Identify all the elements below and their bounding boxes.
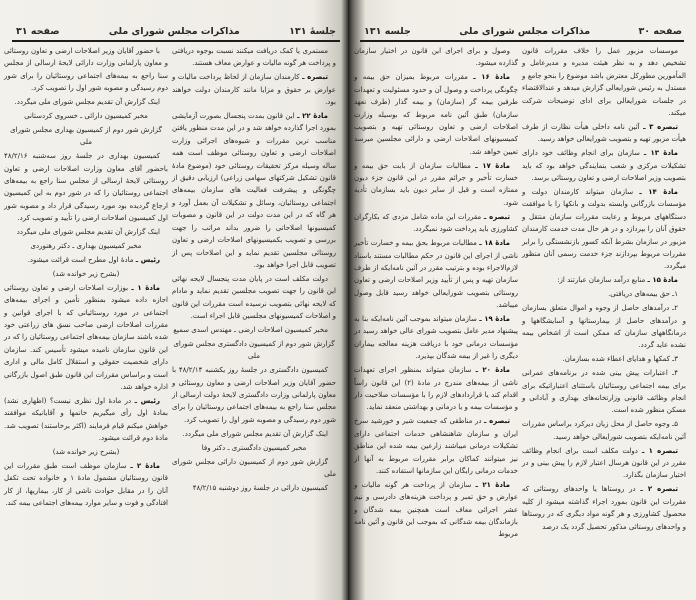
- article-heading: مادهٔ ۱۵ ـ: [647, 276, 678, 285]
- paragraph: [522, 367, 686, 417]
- paragraph: [354, 45, 518, 70]
- right-page: [348, 0, 696, 600]
- paragraph-text: کمیسیون دادگستری در جلسهٔ روز یکشنبه ۴۸/۲/۱۴ با حضور آقایان وزیر اصلاحات ارضی و معاون روستائی و معاون پارلمانی وزارت دادگستری لایحهٔ دولت ارسالی از مجلس سنا راجع به بیمه‌های اجتماعی روستائیان را برای شور دوم رسیدگی و مصوبه شور اول را تصویب کرد.: [172, 366, 336, 424]
- article-heading: تبصره ـ: [302, 73, 329, 82]
- paragraph-text: سازمان میتواند بموجب آئین نامه‌ایکه بنا به پیشنهاد مدیر عامل بتصویب شورای عالی خواهد رسید در مؤسسات درمانی خود با دریافت هزینه معالجه بیماران دیگری را غیر از بیمه شدگان بپذیرد.: [354, 315, 518, 361]
- article-paragraph: [522, 121, 686, 146]
- paragraph: [172, 364, 336, 426]
- paragraph-text: ۳ـ کمکها و هدایای اعطاء شده بسازمان.: [562, 355, 678, 364]
- paragraph-text: مخبر کمیسیون بهداری ـ دکتر رهنوردی: [30, 242, 142, 251]
- paragraph: [4, 226, 168, 238]
- paragraph-text: (بشرح زیر خوانده شد): [52, 269, 120, 278]
- page-header: [364, 24, 682, 38]
- paragraph: [4, 446, 168, 458]
- paragraph-text: بوزارت اصلاحات ارضی و تعاون روستائی اجازه داده میشود بمنظور تأمین و اجرای بیمه‌های اجتماعی در مورد روستائیانی که با اجرای قوانین و مقررات اصلاحات ارضی صاحب نسق های زراعتی خود شده باشند سازمان بیمه‌های اجتماعی روستائیان را که در این قانون سازمان نامیده میشود تأسیس کند. سازمان دارای شخصیت حقوقی و استقلال کامل مالی و اداری است و براساس مقررات این قانون طبق اصول بازرگانی اداره خواهد شد.: [4, 283, 168, 392]
- paragraph-text: مخبر کمیسیون اصلاحات ارضی ـ مهندس اسدی سمیع: [173, 325, 328, 334]
- paragraph-text: اینک گزارش آن تقدیم مجلس شورای ملی میگردد.: [14, 98, 160, 107]
- paragraph: [522, 288, 686, 300]
- paragraph: [172, 324, 336, 336]
- paragraph: [4, 150, 168, 224]
- paragraph: [4, 45, 168, 95]
- paragraph-text: کمیسیون دارائی در جلسهٔ روز دوشنبه ۴۸/۲/۱۵: [192, 483, 328, 492]
- article-heading: تبصره ۱ ـ: [641, 446, 678, 455]
- paragraph-text: کمیسیون بهداری در جلسهٔ روز سه‌شنبه ۴۸/۲/۱۶ باحضور آقای معاون وزارت اصلاحات ارضی و تعاون روستائی لایحهٔ ارسالی از مجلس سنا راجع به بیمه‌های اجتماعی روستائیان را که در شور دوم به این کمیسیون ارجاع گردیده بود مورد رسیدگی قرار داد و مصوبه شور اول کمیسیون اصلاحات ارضی را تأیید و تصویب کرد.: [4, 152, 168, 223]
- paragraph-text: در روستاها یا واحدهای روستائی که مقررات این قانون بمورد اجراء گذاشته میشود از کلیه محصول کشاورزی و هر گونه مواد دیگری که در روستاها و واحدهای روستائی مذکور تحصیل گردد یک درصد: [522, 485, 686, 531]
- text-column: [172, 45, 336, 496]
- article-paragraph: [354, 415, 518, 477]
- paragraph: [172, 273, 336, 323]
- paragraph-text: گزارش شور دوم از کمیسیون دارائی مجلس شورای ملی: [172, 457, 336, 478]
- article-heading: مادهٔ ۲۱ ـ: [475, 480, 510, 489]
- article-paragraph: [522, 483, 686, 533]
- header-rule: [12, 40, 340, 42]
- paragraph: [172, 45, 336, 70]
- article-paragraph: [522, 445, 686, 482]
- paragraph-text: ۲ـ درآمدهای حاصل از وجوه و اموال متعلق بسازمان و درآمدهای حاصل از بیمارستانها و آسایشگاهها و درمانگاههای سازمان که ممکن است از اشخاص بیمه نشده عاید گردد.: [522, 304, 686, 350]
- paragraph-text: دولت مکلف است برای انجام وظائف مقرر در این قانون هرسال اعتبار لازم را پیش بینی و در اختیار سازمان بگذارد.: [522, 446, 686, 480]
- article-heading: مادهٔ ۱۳ ـ: [643, 149, 678, 158]
- paragraph-text: مطالبات مربوط بحق بیمه و خسارت تأخیر ناشی از اجرای این قانون در حکم مطالبات مستند باسناد لازم‌الاجراء بوده و بترتیب مقرر در آئین نامه‌ایکه از طرف سازمان تهیه و پس از تأیید وزیر اصلاحات ارضی و تعاون روستائی بتصویب شورایعالی خواهد رسید قابل وصول میباشد.: [354, 239, 518, 310]
- article-heading: مادهٔ ۱۶ ـ: [473, 73, 510, 82]
- article-heading: مادهٔ ۱۹ ـ: [479, 315, 510, 324]
- article-heading: مادهٔ ۱۷ ـ: [475, 161, 510, 170]
- article-heading: تبصره ۳ ـ: [643, 122, 678, 131]
- header-rule: [360, 40, 684, 42]
- article-paragraph: [4, 460, 168, 510]
- paragraph: [522, 418, 686, 443]
- article-heading: مادهٔ ۱۴ ـ: [639, 187, 678, 196]
- paragraph-text: مخبر کمیسیون دادگستری ـ دکتر وفا: [201, 443, 307, 452]
- running-title: مذاکرات مجلس شورای ملی: [459, 25, 591, 37]
- paragraph-text: گزارش شور دوم از کمیسیون بهداری مجلس شورای ملی: [10, 125, 162, 147]
- paragraph-text: سازمان میتواند بمنظور اجرای تعهدات ناشی از بیمه‌های مندرج در مادهٔ (۲) این قانون راساً اقدام کند یا قراردادهای لازم را با مؤسسات صلاحیت دار و مؤسسات بیمه و یا درمانی و بهداشتی منعقد نماید.: [354, 366, 518, 412]
- paragraph-text: مادهٔ اول مطرح است قرائت میشود.: [27, 256, 134, 264]
- text-column: [4, 45, 168, 511]
- page-number: صفحه ۳۱: [16, 25, 60, 37]
- paragraph: [4, 124, 168, 149]
- paragraph-text: این قانون بمدت پنجسال بصورت آزمایشی بمورد اجرا گذارده خواهد شد و در این مدت منظور یافتن مناسب ترین مقررات و شیوه‌های اجرائی وزارت اصلاحات ارضی و تعاون روستائی موظف است همه ساله وسیله مرکز تحقیقات روستائی خود (موضوع مادهٔ قانون تشکیل شرکتهای سهامی زراعی) ارزیابی دقیق از چگونگی و پیشرفت فعالیت های سازمان بیمه‌های اجتماعی روستائیان، وسائل و تشکیلات آن بعمل آورد و هر گاه که در این مدت دولت در این قانون و مصوبات کمیسیونها اصلاحاتی را ضرور بداند مراتب را جهت بررسی و تصویب بکمیسیونهای اصلاحات ارضی و تعاون روستائی مجلسین تقدیم نماید و این اصلاحات پس از تصویب قابل اجرا خواهد بود.: [172, 112, 336, 269]
- paragraph-text: سازمان از پرداخت هر گونه مالیات و عوارض و حق تمبر و پرداخت هزینه‌های دادرسی و نیم عشر اجرائی معاف است همچنین بیمه شدگان و بازماندگان بیمه شدگانی که بموجب این قانون و آئین نامه مربوط: [354, 480, 518, 539]
- paragraph: [172, 428, 336, 440]
- session-number: جلسه ۱۳۱: [364, 25, 411, 37]
- article-paragraph: [4, 254, 168, 266]
- article-heading: رئیس ـ: [134, 396, 161, 405]
- article-paragraph: [522, 274, 686, 286]
- article-paragraph: [522, 186, 686, 273]
- article-paragraph: [172, 110, 336, 271]
- article-paragraph: [354, 364, 518, 414]
- running-title: مذاکرات مجلس شورای ملی: [108, 25, 240, 37]
- paragraph-text: مقررات مربوط بمیزان حق بیمه و چگونگی پرداخت و وصول آن و حدود مسئولیت و تعهدات طرفین بیمه گر (سازمان) و بیمه گذار (طرف تعهد سازمان) طبق آئین نامه مربوط که بوسیله وزارت اصلاحات ارضی و تعاون روستائی تهیه و بتصویب کمیسیونهای اصلاحات ارضی و دارائی مجلسین میرسد تعیین خواهد شد.: [354, 73, 518, 156]
- paragraph-text: گزارش شور دوم از کمیسیون دادگستری مجلس شورای ملی: [173, 339, 335, 361]
- page-number: صفحه ۳۰: [638, 25, 682, 37]
- paragraph-text: آئین نامه داخلی هیأت نظارت از طرف هیأت مزبور تهیه و بتصویب شورایعالی خواهد رسید.: [522, 122, 686, 144]
- article-paragraph: [354, 313, 518, 363]
- paragraph-text: سازمان میتواند کارمندان دولت و مؤسسات بازرگانی وابسته بدولت و بانکها را با موافقت دستگاههای مربوط و رعایت مقررات سازمان منتقل و حقوق آنان را بپردازد و در هر حال مدت خدمت کارمندان مزبور در سازمان بشرط آنکه کسور بازنشستگی را برابر مقررات مربوط بپردازند جزء خدمت رسمی آنان منظور میگردد.: [522, 187, 686, 271]
- paragraph-text: مستمری یا کمک دریافت میکنند نسبت بوجوه دریافتی و پرداخت هر گونه مالیات و عوارض معاف هستند.: [172, 47, 336, 68]
- article-paragraph: [172, 71, 336, 108]
- paragraph-text: وصول و برای اجرای این قانون در اختیار سازمان گذارده میشود.: [354, 47, 518, 68]
- paragraph-text: اینک گزارش آن تقدیم مجلس شورای ملی میگردد: [16, 228, 160, 237]
- article-paragraph: [354, 71, 518, 158]
- paragraph-text: مخبر کمیسیون دارائی ـ خسروی کردستانی: [24, 112, 148, 121]
- paragraph: [4, 240, 168, 252]
- paragraph: [172, 442, 336, 454]
- paragraph: [4, 110, 168, 122]
- paragraph: [522, 353, 686, 365]
- article-heading: تبصره ـ: [484, 417, 511, 426]
- article-paragraph: [354, 211, 518, 236]
- paragraph: [172, 338, 336, 363]
- article-heading: مادهٔ ۲۲ ـ: [297, 112, 328, 121]
- paragraph-text: موسسات مزبور عمل را خلاف مقررات قانون تشخیص دهد و به نظر هیئت مدیره و مدیرعامل و المأمورین مطورکل معترض باشد موضوع را بنحو جامع و مستدل به رئیس شورایعالی گزارش میدهد و عندالاقتضاء در جلسات شورایعالی برای ادای توضیحات شرکت میکند.: [522, 47, 686, 118]
- article-paragraph: [354, 479, 518, 541]
- paragraph-text: سازمان موظف است طبق مقررات این قانون روستائیان مشمول مادهٔ ۱ و خانواده تحت تکفل آنان را در مقابل حوادث ناشی از کار، بیماریها، از کار افتادگی و فوت و سایر موارد بیمه‌های اجتماعی بیمه کند.: [4, 462, 168, 508]
- paragraph-text: سازمان برای انجام وظائف خود دارای تشکیلات مرکزی و شعب بنمایندگی خواهد بود که باید بتصویب وزیر اصلاحات ارضی و تعاون روستائی برسد.: [522, 149, 686, 183]
- article-heading: رئیس ـ: [135, 256, 160, 264]
- paragraph: [522, 45, 686, 119]
- article-paragraph: [522, 147, 686, 184]
- paragraph-text: ۱ـ حق بیمه‌های دریافتی.: [608, 290, 678, 299]
- paragraph-text: ۴ـ اعتبارات پیش بینی شده در برنامه‌های عمرانی برای بیمه اجتماعی روستائیان باستثنای اعتباراتیکه برای انجام وظائف قانونی وزارتخانه‌های بهداری و آبادانی و مسکن منظور شده است.: [522, 369, 686, 415]
- article-paragraph: [4, 395, 168, 445]
- article-paragraph: [354, 160, 518, 210]
- text-column: [354, 45, 518, 542]
- article-heading: مادهٔ ۲ ـ: [130, 462, 160, 470]
- text-column: [522, 45, 686, 534]
- paragraph: [172, 456, 336, 481]
- page-header: [16, 24, 336, 38]
- paragraph-text: اینک گزارش آن تقدیم مجلس شورای ملی میگردد.: [182, 429, 328, 438]
- article-heading: مادهٔ ۱۸ ـ: [479, 239, 510, 248]
- paragraph-text: منابع درآمد سازمان عبارتند از:: [557, 276, 646, 285]
- article-heading: مادهٔ ۲۰ ـ: [475, 366, 510, 375]
- article-heading: تبصره ۲ ـ: [640, 485, 678, 494]
- paragraph: [4, 268, 168, 280]
- article-paragraph: [354, 237, 518, 311]
- paragraph-text: در مادهٔ اول نظری نیست؟ (اظهاری نشد) بمادهٔ اول رأی میگیریم خانمها و آقایانیکه موافقند خواهش میکنم قیام فرمایند (اکثر برخاستند) تصویب شد. مادهٔ دوم قرائت میشود.: [4, 396, 168, 443]
- article-paragraph: [4, 282, 168, 394]
- paragraph-text: (بشرح زیر خوانده شد): [52, 448, 120, 457]
- paragraph: [172, 482, 336, 494]
- paragraph-text: دولت مکلف است در پایان مدت پنجسال لایحه نهائی این قانون را جهت تصویب مجلسین تقدیم نماید و مادام که لایحه نهائی بتصویب نرسیده است مقررات این قانون و اصلاحات کمیسیونهای مجلسین قابل اجراء است.: [172, 274, 336, 321]
- paragraph-text: با حضور آقایان وزیر اصلاحات ارضی و تعاون روستائی و معاون پارلمانی وزارت دارائی لایحهٔ ارسالی از مجلس سنا راجع به بیمه‌های اجتماعی روستائیان را برای شور دوم رسیدگی و مصوبه شور اول را تصویب کرد.: [4, 47, 168, 93]
- paragraph-text: ۵ـ وجوه حاصل از محل زیان دیرکرد براساس مقررات آئین نامه‌ایکه بتصویب شورایعالی خواهد رسید.: [522, 420, 686, 441]
- paragraph-text: مقررات این ماده شامل مزدی که بکارگران کشاورزی باید پرداخت شود نمیگردد.: [354, 212, 518, 234]
- paragraph: [4, 96, 168, 108]
- paragraph: [522, 302, 686, 352]
- article-heading: تبصره ـ: [483, 212, 510, 221]
- paragraph-text: در مناطقی که جمعیت شیر و خورشید سرخ ایران و سازمان شاهنشاهی خدمات اجتماعی دارای تشکیلات درمانی میباشند زارعین بیمه شده این مناطق نیز میتوانند کماکان برابر مقررات مربوط به آنها از خدمات درمانی رایگان این سازمانها استفاده کنند.: [354, 417, 518, 475]
- session-number: جلسهٔ ۱۳۱: [289, 25, 336, 37]
- article-heading: مادهٔ ۱ ـ: [131, 283, 160, 292]
- paragraph-text: کارمندان سازمان از لحاظ پرداخت مالیات و عوارض بر حقوق و مزایا مانند کارمندان دولت خواهند بود.: [172, 73, 336, 107]
- paragraph-text: مطالبات سازمان از بابت حق بیمه و خسارت تأخیر و جرائم مقرر در این قانون جزء دیون ممتازه است و قبل از سایر دیون باید بسازمان تأدیه شود.: [354, 161, 518, 207]
